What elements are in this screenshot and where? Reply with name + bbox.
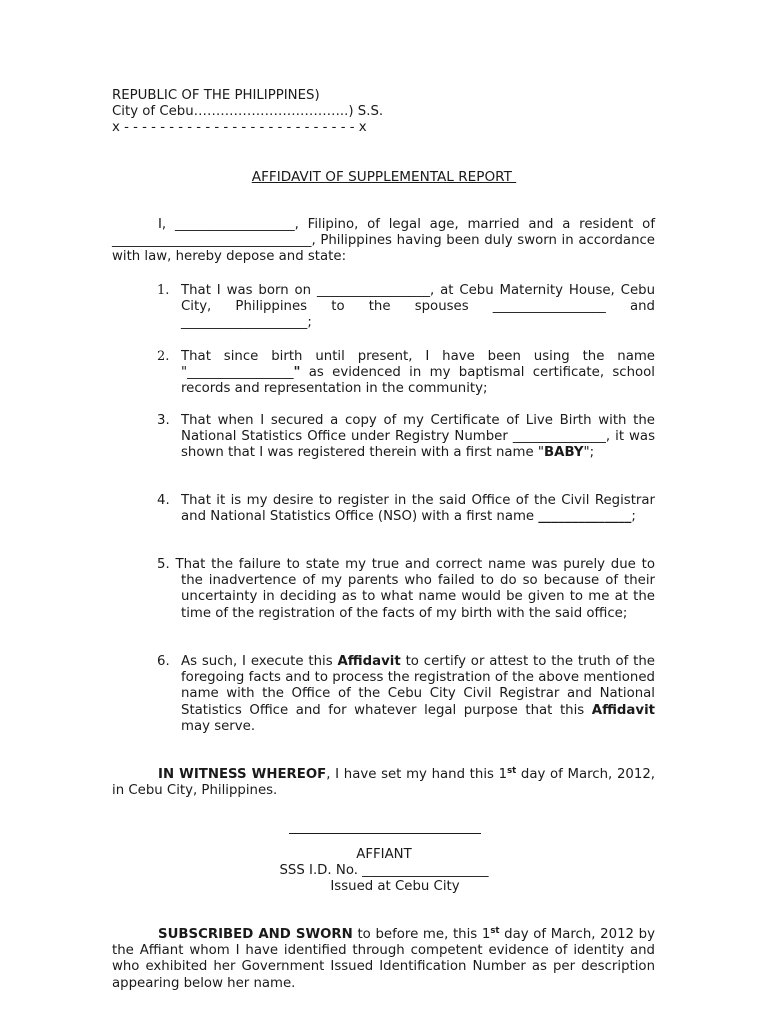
caption-divider: x - - - - - - - - - - - - - - - - - - - - - - - - - - x	[112, 120, 367, 136]
intro-paragraph: I, __________________, Filipino, of legal age, married and a resident of ______________________________, Philippines having been duly sworn in accordance with law, hereby depose and state:	[112, 217, 655, 265]
list-item	[157, 557, 655, 622]
affiant-label: AFFIANT	[356, 847, 412, 862]
caption-republic: REPUBLIC OF THE PHILIPPINES)	[112, 88, 320, 103]
list-item	[157, 349, 655, 398]
item-text: As such, I execute this Affidavit to certify or attest to the truth of the foregoing facts and to process the registration of the above mentioned name with the Office of the Cebu City Civil Registrar and National Statistics Office and for whatever legal purpose that this Affidavit may serve.	[181, 654, 655, 734]
issued-at-line: Issued at Cebu City	[330, 879, 460, 894]
item-number: 6.	[157, 654, 170, 669]
sss-id-line: SSS I.D. No. ___________________	[279, 863, 489, 878]
list-item	[157, 283, 655, 332]
item-number: 1.	[157, 283, 170, 298]
witness-lead: IN WITNESS WHEREOF	[158, 767, 327, 782]
item-number: 3.	[157, 413, 170, 428]
caption-city: City of Cebu……………………………..) S.S.	[112, 104, 384, 120]
jurat-paragraph: SUBSCRIBED AND SWORN to before me, this 1st day of March, 2012 by the Affiant whom I have identified through competent evidence of identity and who exhibited her Government Issued Identification Number as per description appearing below her name.	[112, 926, 655, 991]
document-title	[0, 169, 768, 185]
document-title-text: AFFIDAVIT OF SUPPLEMENTAL REPORT	[251, 169, 517, 185]
item-text: That I was born on _________________, at Cebu Maternity House, Cebu City, Philippines to the spouses _________________ and ___________________;	[181, 283, 655, 331]
list-item	[157, 654, 655, 735]
list-item	[157, 493, 655, 525]
jurat-lead: SUBSCRIBED AND SWORN	[158, 927, 353, 942]
item-number: 4.	[157, 493, 170, 508]
witness-paragraph: IN WITNESS WHEREOF, I have set my hand this 1st day of March, 2012, in Cebu City, Philippines.	[112, 766, 656, 799]
signature-line	[289, 833, 481, 834]
item-text: That it is my desire to register in the said Office of the Civil Registrar and National Statistics Office (NSO) with a first name ______________;	[181, 493, 655, 525]
venue-caption	[112, 88, 452, 137]
item-number: 2.	[157, 349, 170, 364]
item-text: That since birth until present, I have been using the name "________________" as evidenced in my baptismal certificate, school records and representation in the community;	[181, 349, 655, 397]
list-item	[157, 413, 655, 462]
item-number: 5.	[157, 557, 170, 572]
item-text: That when I secured a copy of my Certificate of Live Birth with the National Statistics Office under Registry Number ______________, it was shown that I was registered therein with a first name "BABY";	[181, 413, 655, 461]
item-text: 5. That the failure to state my true and correct name was purely due to the inadvertence of my parents who failed to do so because of their uncertainty in deciding as to what name would be given to me at the time of the registration of the facts of my birth with the said office;	[157, 557, 655, 621]
